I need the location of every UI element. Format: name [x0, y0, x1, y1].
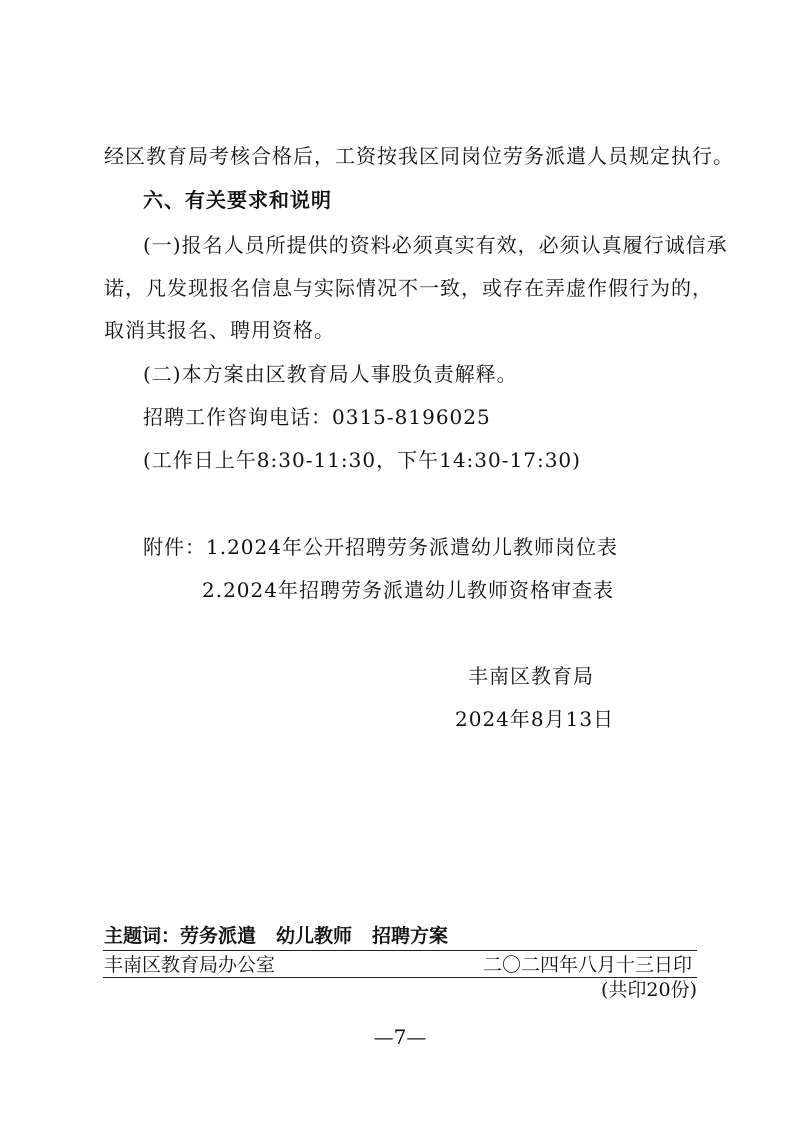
keyword-2: 幼儿教师 [276, 925, 353, 947]
contact-phone: 招聘工作咨询电话：0315-8196025 [143, 405, 491, 429]
section-heading: 六、有关要求和说明 [143, 188, 332, 212]
signature-date: 2024年8月13日 [455, 707, 615, 731]
copies-count: (共印20份) [600, 979, 697, 1001]
office-hours: (工作日上午8:30-11:30，下午14:30-17:30) [143, 448, 581, 472]
item1-line1: (一)报名人员所提供的资料必须真实有效，必须认真履行诚信承 [143, 233, 728, 257]
attachment-item-1: 附件：1.2024年公开招聘劳务派遣幼儿教师岗位表 [143, 535, 618, 559]
item1-line2: 诺，凡发现报名信息与实际情况不一致，或存在弄虚作假行为的， [104, 276, 713, 300]
item2-paragraph: (二)本方案由区教育局人事股负责解释。 [143, 362, 518, 386]
keyword-1: 劳务派遣 [180, 925, 257, 947]
page-number: —7— [373, 1025, 427, 1049]
footer-divider-top [103, 950, 697, 951]
attachment-item-2: 2.2024年招聘劳务派遣幼儿教师资格审查表 [202, 578, 614, 602]
issue-date: 二〇二四年八月十三日印 [482, 954, 692, 976]
continuation-paragraph: 经区教育局考核合格后，工资按我区同岗位劳务派遣人员规定执行。 [104, 144, 734, 168]
issuing-office: 丰南区教育局办公室 [104, 954, 276, 976]
keywords-label: 主题词： [104, 925, 181, 947]
keyword-3: 招聘方案 [372, 925, 449, 947]
signature-organization: 丰南区教育局 [468, 664, 594, 688]
keywords-row [104, 922, 448, 950]
item1-line3: 取消其报名、聘用资格。 [104, 318, 335, 342]
